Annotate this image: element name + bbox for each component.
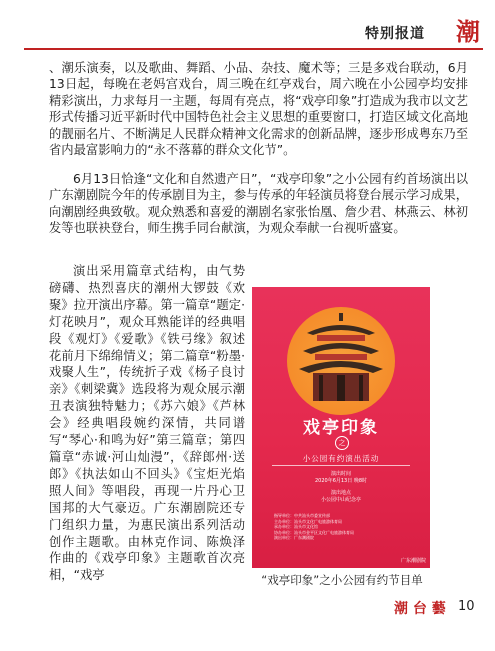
pavilion-icon <box>299 311 383 403</box>
footer-logo: 潮 台 藝 <box>394 601 446 617</box>
poster-brand: 广东潮剧院 <box>400 558 426 564</box>
poster-credit-line: 演出单位：广东潮剧院 <box>274 535 314 541</box>
article-column <box>49 263 245 584</box>
poster-connector: 之 <box>335 436 349 450</box>
article-paragraph-2: 6月13日恰逢“文化和自然遗产日”，“戏亭印象”之小公园有约首场演出以广东潮剧院今年的传承剧目为主，参与传承的年轻演员将登台展示学习成果，向潮剧经典致敬。观众熟悉和喜爱的潮剧名家张怡凰、詹少君、林燕云、林初发等也联袂登台，师生携手同台献演，为观众奉献一台视听盛宴。 <box>49 172 468 236</box>
program-poster <box>252 287 430 568</box>
poster-subtitle: 小公园有约演出活动 <box>302 454 380 463</box>
poster-time-value: 2020年6月13日 晚8时 <box>314 478 368 484</box>
poster-credit-line: 协办单位：汕头市金平区文化广电旅游体育局 <box>274 529 354 535</box>
poster-credits <box>274 513 410 541</box>
poster-divider <box>272 465 410 466</box>
poster-credit-line: 承办单位：汕头市文化馆 <box>274 524 318 530</box>
magazine-logo-icon <box>453 14 483 48</box>
poster-title: 戏亭印象 <box>303 418 379 438</box>
poster-venue-label: 演出地点 <box>330 490 351 496</box>
poster-time-label: 演出时间 <box>330 471 351 477</box>
header-divider <box>24 48 483 50</box>
article-paragraph-1: 、潮乐演奏，以及歌曲、舞蹈、小品、杂技、魔术等；三是多戏台联动，6月13日起，每晚在老妈宫戏台，周三晚在红亭戏台，周六晚在小公园亭均安排精彩演出，力求每月一主题，每周有亮点，将“戏亭印象”打造成为我市以文艺形式传播习近平新时代中国特色社会主义思想的重要窗口，打造区域文化高地的靓丽名片、不断满足人民群众精神文化需求的创新品牌，逐步形成粤东乃至省内最富影响力的“永不落幕的群众文化节”。 <box>49 61 468 158</box>
poster-credit-line: 指导单位：中共汕头市委宣传部 <box>274 513 330 518</box>
poster-credit-line: 主办单位：汕头市文化广电旅游体育局 <box>274 518 342 524</box>
page-number: 10 <box>458 599 475 614</box>
magazine-logo-text: 潮 <box>456 17 480 46</box>
article-column-text: 演出采用篇章式结构，由气势磅礴、热烈喜庆的潮州大锣鼓《欢聚》拉开演出序幕。第一篇章“题定·灯花映月”，观众耳熟能详的经典唱段《观灯》《爱歌》《铁弓缘》叙述花前月下绵绵情义；第二篇章“粉墨·戏聚人生”，传统折子戏《杨子良讨亲》《刺梁冀》选段将为观众展示潮丑表演独特魅力；《苏六娘》《芦林会》经典唱段婉约深情，共同谱写“琴心·和鸣为好”第三篇章；第四篇章“赤诚·河山灿漫”，《辞郎州·送郎》《执法如山不回头》《宝炬光焰照人间》等唱段，再现一片丹心卫国邦的大气豪迈。广东潮剧院还专门组织力量，为惠民演出系列活动创作主题歌。由林克作词、陈焕泽作曲的《戏亭印象》主题歌首次亮相，“戏亭 <box>49 264 245 583</box>
poster-venue-value: 小公园中山纪念亭 <box>320 497 361 503</box>
section-title: 特别报道 <box>365 26 425 42</box>
poster-caption: “戏亭印象”之小公园有约节目单 <box>261 573 423 587</box>
